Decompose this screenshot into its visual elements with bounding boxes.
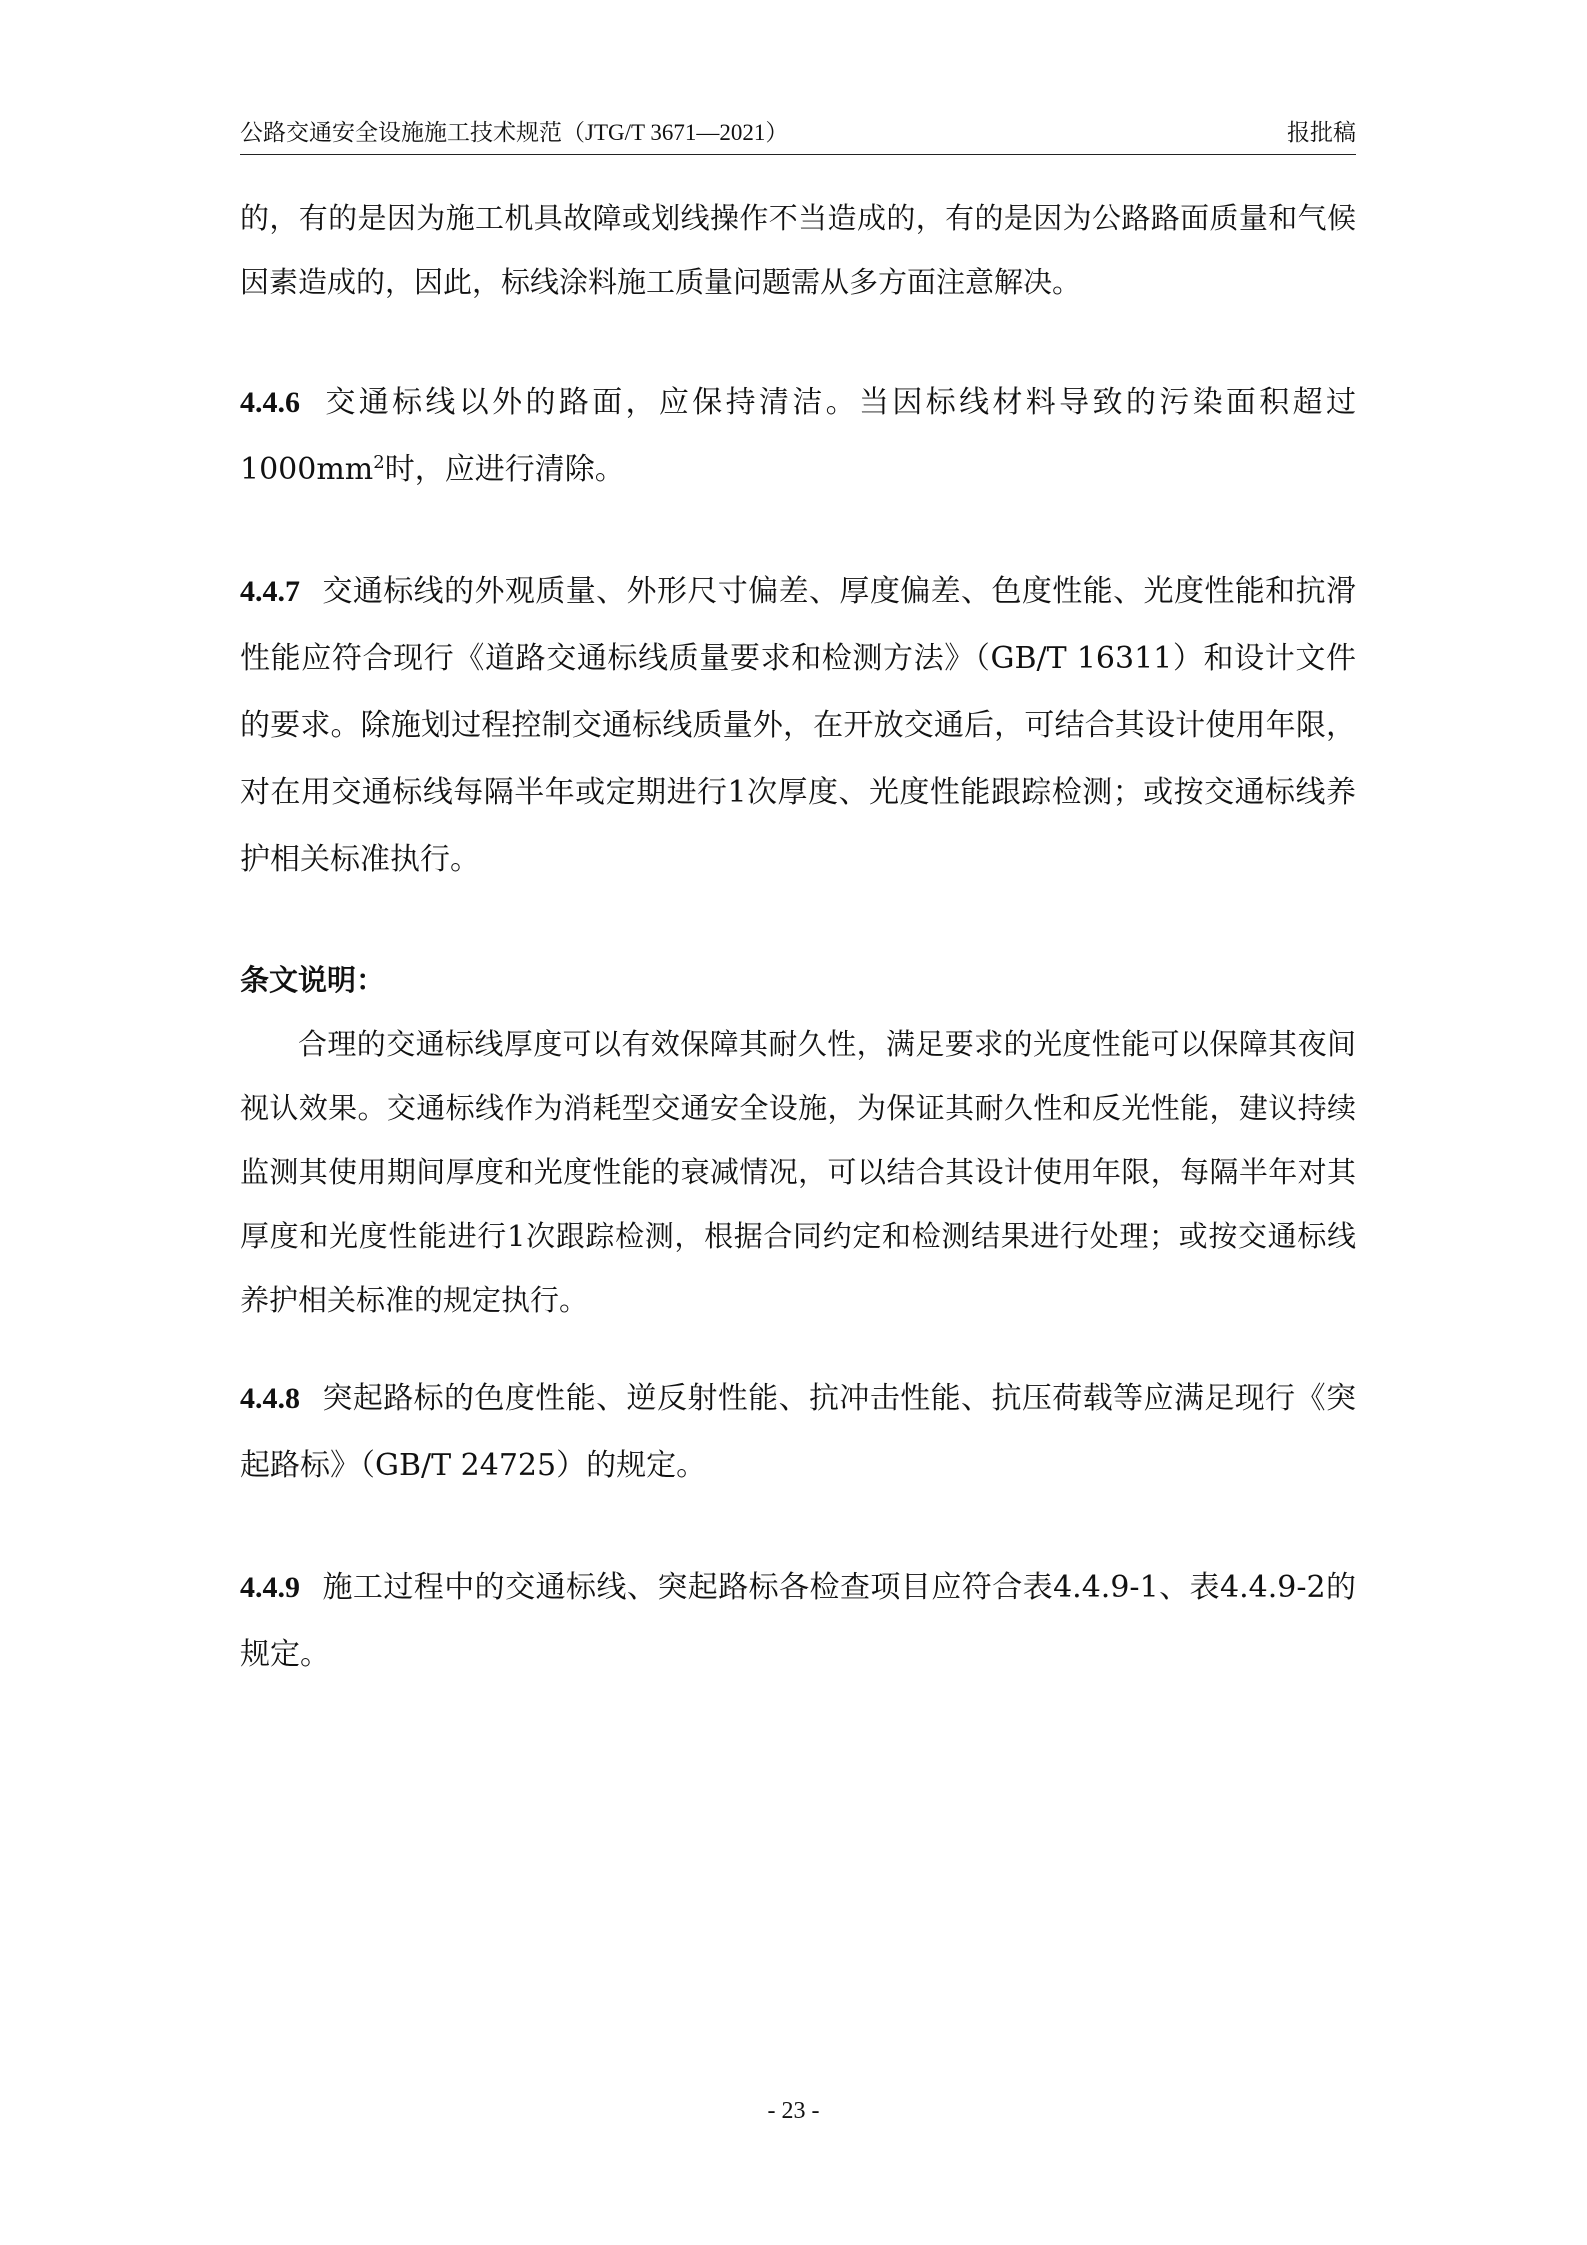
- clause-text: 施工过程中的交通标线、突起路标各检查项目应符合表4.4.9-1、表4.4.9-2的规定。: [240, 1570, 1356, 1672]
- page-body: [240, 186, 1356, 1688]
- clause-number: 4.4.9: [240, 1571, 300, 1604]
- clause-number: 4.4.7: [240, 575, 300, 608]
- clause-4-4-6: [240, 369, 1356, 503]
- clause-4-4-7: [240, 558, 1356, 893]
- running-header: [240, 110, 1356, 155]
- continued-paragraph: 的，有的是因为施工机具故障或划线操作不当造成的，有的是因为公路路面质量和气候因素造成的，因此，标线涂料施工质量问题需从多方面注意解决。: [240, 201, 1356, 299]
- header-status: 报批稿: [1287, 120, 1356, 146]
- clause-text-a: 交通标线以外的路面，应保持清洁。当因标线材料导致的污染面积超过1000mm: [240, 385, 1356, 487]
- superscript: 2: [373, 452, 385, 473]
- clause-text: 交通标线的外观质量、外形尺寸偏差、厚度偏差、色度性能、光度性能和抗滑性能应符合现行《道路交通标线质量要求和检测方法》（GB/T 16311）和设计文件的要求。除施划过程控制交通标线质量外，在开放交通后，可结合其设计使用年限，对在用交通标线每隔半年或定期进行1次厚度、光度性能跟踪检测；或按交通标线养护相关标准执行。: [240, 574, 1356, 877]
- clause-number: 4.4.6: [240, 386, 300, 419]
- clause-text: 突起路标的色度性能、逆反射性能、抗冲击性能、抗压荷载等应满足现行《突起路标》（GB/T 24725）的规定。: [240, 1381, 1356, 1483]
- clause-number: 4.4.8: [240, 1382, 300, 1415]
- clause-text-b: 时，应进行清除。: [384, 452, 625, 487]
- explanation-title: 条文说明：: [240, 963, 386, 997]
- page-number: - 23 -: [767, 2098, 820, 2124]
- clause-4-4-8: [240, 1365, 1356, 1499]
- clause-4-4-9: [240, 1554, 1356, 1688]
- header-title: 公路交通安全设施施工技术规范（JTG/T 3671—2021）: [240, 120, 789, 145]
- explanation-text: 合理的交通标线厚度可以有效保障其耐久性，满足要求的光度性能可以保障其夜间视认效果。交通标线作为消耗型交通安全设施，为保证其耐久性和反光性能，建议持续监测其使用期间厚度和光度性能的衰减情况，可以结合其设计使用年限，每隔半年对其厚度和光度性能进行1次跟踪检测，根据合同约定和检测结果进行处理；或按交通标线养护相关标准的规定执行。: [240, 1027, 1356, 1317]
